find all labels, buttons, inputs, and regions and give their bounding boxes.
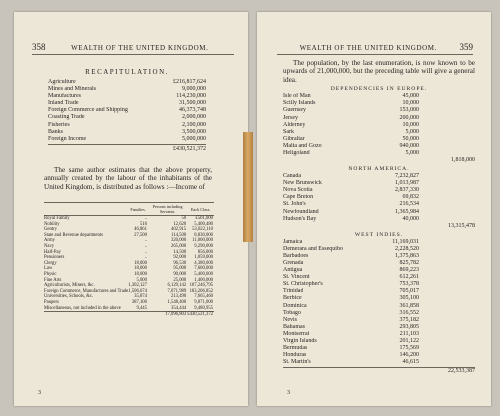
west-indies-row	[283, 331, 475, 338]
north-america-row	[283, 209, 475, 216]
recap-total-value: £430,521,372	[173, 145, 206, 152]
europe-row	[283, 115, 475, 122]
west-indies-row-value: 612,261	[399, 274, 419, 281]
europe-row	[283, 93, 475, 100]
left-page-number: 358	[32, 42, 46, 52]
income-table-block	[44, 202, 214, 318]
income-total-value	[128, 312, 148, 318]
west-indies-row-value: 705,017	[399, 288, 419, 295]
west-indies-row-value: 825,782	[399, 260, 419, 266]
income-row-value: 96,530	[173, 260, 187, 266]
income-row-value: 95,000	[173, 266, 187, 272]
income-row-value: 387,100	[131, 299, 147, 305]
europe-row-value: 45,000	[402, 93, 419, 100]
europe-subtotal	[283, 157, 475, 164]
recap-row	[48, 129, 206, 136]
europe-row-label: Gibraltar	[283, 135, 305, 142]
income-row-value: 5,400,480	[194, 221, 213, 227]
recap-row-label: Coasting Trade	[48, 114, 85, 121]
income-row-label: Navy	[44, 243, 55, 249]
west-indies-row-value: 361,858	[399, 302, 419, 309]
europe-row	[283, 122, 475, 129]
income-row-value: 92,000	[173, 255, 187, 261]
west-indies-row-label: St. Vincent	[283, 274, 310, 281]
binding-tab	[243, 132, 253, 242]
west-indies-row-label: Berbice	[283, 295, 302, 302]
west-indies-list	[283, 239, 475, 367]
income-row-value: 114,500	[171, 232, 187, 238]
north-america-list	[283, 173, 475, 223]
west-indies-row-value: 293,805	[399, 323, 419, 330]
west-indies-row-label: Barbadoes	[283, 252, 309, 259]
recap-row	[48, 122, 206, 129]
west-indies-row-label: St. Christopher's	[283, 281, 323, 288]
right-page	[257, 12, 491, 406]
income-row-value: 354,444	[170, 305, 187, 311]
west-indies-row	[283, 310, 475, 317]
west-indies-row-value: 211,103	[399, 330, 419, 337]
north-america-row	[283, 173, 475, 180]
income-table	[44, 202, 214, 318]
west-indies-row-value: 375,182	[399, 316, 419, 323]
income-row-value: 213,490	[170, 294, 187, 300]
west-indies-row	[283, 303, 475, 310]
recap-row-value: 114,230,000	[176, 93, 206, 100]
europe-row-label: Sark	[283, 128, 294, 135]
left-running-title: WEALTH OF THE UNITED KINGDOM.	[71, 44, 209, 52]
income-row-value: 25,000	[173, 277, 187, 283]
population-block	[283, 59, 475, 375]
recapitulation-title: RECAPITULATION.	[85, 68, 169, 76]
right-signature-mark: 3	[287, 390, 290, 396]
income-total-value	[44, 312, 128, 318]
income-table-header	[44, 203, 214, 216]
west-indies-row	[283, 317, 475, 324]
north-america-row	[283, 180, 475, 187]
north-america-row-value: 1,365,984	[395, 208, 419, 215]
north-america-row-value: 69,832	[402, 194, 419, 201]
west-indies-row-value: 869,223	[399, 267, 419, 274]
west-indies-row	[283, 338, 475, 345]
income-row-value: 9,480,955	[194, 305, 213, 311]
income-row-value: 265,000	[170, 243, 187, 249]
west-indies-row-value: 11,169,031	[392, 238, 419, 245]
europe-row-value: 5,000	[405, 128, 419, 135]
west-indies-row-value: 2,228,520	[395, 245, 419, 252]
north-america-row-label: St. John's	[283, 201, 306, 208]
income-row-value: ..	[144, 243, 147, 249]
income-row-label: State and Revenue departments	[44, 232, 103, 238]
west-indies-row-value: 201,122	[399, 338, 419, 345]
recap-row-label: Foreign Income	[48, 135, 87, 142]
recap-row-label: Mines and Minerals	[48, 86, 96, 93]
income-row-value: 7,071,989	[167, 288, 187, 294]
income-row-label: Pensioners	[44, 255, 65, 261]
north-america-row	[283, 187, 475, 194]
north-america-row-label: Canada	[283, 173, 301, 180]
west-indies-subtotal	[283, 367, 475, 375]
income-row-value: ..	[144, 238, 147, 244]
income-table-body	[44, 216, 214, 318]
income-row-value: 90,000	[173, 271, 187, 277]
west-indies-subtotal-value: 22,533,387	[448, 368, 475, 375]
income-row-label: Paupers	[44, 299, 59, 305]
income-total-value: 17,096,803	[148, 312, 187, 318]
west-indies-row-label: Antigua	[283, 267, 303, 274]
income-row-value: 107,246,795	[189, 283, 213, 289]
income-row-label: Nobility	[44, 221, 60, 227]
west-indies-row-label: Dominica	[283, 302, 307, 309]
income-total-value: £430,521,372	[187, 312, 213, 318]
north-america-row-value: 216,534	[399, 201, 419, 208]
left-page	[14, 12, 248, 406]
west-indies-row	[283, 253, 475, 260]
income-row-label: Gentry	[44, 227, 58, 233]
europe-row-label: Guernsey	[283, 107, 306, 114]
west-indies-row-value: 753,378	[399, 281, 419, 288]
west-indies-row	[283, 274, 475, 281]
west-indies-row-value: 305,100	[399, 295, 419, 302]
north-america-row	[283, 216, 475, 223]
income-header-cell: Each Class.	[187, 203, 214, 216]
recap-row	[48, 107, 206, 114]
west-indies-row	[283, 295, 475, 302]
west-indies-label: WEST INDIES.	[354, 231, 404, 238]
income-row-value: 11,000,000	[192, 238, 213, 244]
europe-row	[283, 107, 475, 114]
income-row-value: 4,380,000	[194, 260, 213, 266]
income-header-cell: Families.	[128, 203, 148, 216]
north-america-subtotal	[283, 223, 475, 230]
west-indies-row-label: Nevis	[283, 316, 297, 323]
europe-row-value: 940,000	[399, 142, 419, 149]
west-indies-row	[283, 359, 475, 366]
europe-row	[283, 143, 475, 150]
right-running-title: WEALTH OF THE UNITED KINGDOM.	[299, 44, 437, 52]
west-indies-row	[283, 260, 475, 267]
income-row-value: 516	[139, 221, 147, 227]
europe-row-label: Malta and Gozo	[283, 142, 322, 149]
right-running-head	[277, 42, 473, 52]
recap-row-label: Banks	[48, 128, 63, 135]
west-indies-row-label: Montserrat	[283, 330, 310, 337]
recap-row-value: 3,500,000	[182, 128, 206, 135]
income-row-label: Fine Arts	[44, 277, 62, 283]
recap-row-value: 2,000,000	[182, 114, 206, 121]
income-row-value: 5,400,000	[194, 271, 213, 277]
income-row-label: Physic	[44, 271, 57, 277]
income-row-label: Law	[44, 266, 53, 272]
income-row-value: 5,000	[136, 277, 147, 283]
income-row-label: Half-Pay	[44, 249, 61, 255]
income-row-label: Foreign Commerce, Manufactures and Trade	[44, 288, 129, 294]
recap-row-value: 31,500,000	[179, 100, 206, 107]
north-america-row	[283, 201, 475, 208]
recap-row	[48, 86, 206, 93]
west-indies-row-label: Jamaica	[283, 238, 303, 245]
left-signature-mark: 3	[38, 390, 41, 396]
west-indies-row	[283, 239, 475, 246]
north-america-row-label: Newfoundland	[283, 208, 319, 215]
income-row-value: 7,600,000	[194, 266, 213, 272]
income-row-value: 856,000	[197, 249, 213, 255]
recap-row-value: £216,817,624	[173, 79, 206, 85]
income-row-value: 35,874	[134, 294, 147, 300]
income-row-value: 50	[181, 216, 187, 221]
income-header-cell	[44, 203, 128, 216]
income-row-value: 320,000	[170, 238, 187, 244]
europe-row-value: 153,000	[399, 107, 419, 114]
west-indies-row-label: Trinidad	[283, 288, 304, 295]
north-america-row-value: 7,232,827	[395, 173, 419, 180]
europe-row-value: 200,000	[399, 114, 419, 121]
income-row-label: Agriculturists, Miners, &c.	[44, 283, 95, 289]
europe-row-label: Heligoland	[283, 149, 310, 156]
income-row-value: 46,861	[134, 227, 147, 233]
income-row-value: 14,500	[173, 249, 187, 255]
recap-row	[48, 79, 206, 86]
income-row-value: 183,206,852	[189, 288, 213, 294]
west-indies-row-label: Grenada	[283, 260, 304, 266]
income-paragraph: The same author estimates that the above property, annually created by the labour of the inhabitants of the United Kingdom, is distributed as follows :—Income of	[44, 166, 212, 191]
recap-row-label: Foreign Commerce and Shipping	[48, 107, 128, 114]
left-running-head	[32, 42, 234, 52]
north-america-label: NORTH AMERICA.	[348, 166, 410, 173]
income-row-value: ..	[144, 255, 147, 261]
north-america-row-value: 40,000	[402, 215, 419, 222]
income-row-value: 9,871,000	[194, 299, 213, 305]
west-indies-row-value: 146,200	[399, 352, 419, 359]
right-page-number: 359	[459, 42, 473, 52]
recap-row	[48, 136, 206, 143]
west-indies-row-value: 46,615	[402, 359, 419, 366]
europe-row	[283, 129, 475, 136]
europe-row-label: Isle of Man	[283, 93, 311, 100]
income-header-cell: Persons including Servants.	[148, 203, 187, 216]
income-row-value: ..	[144, 249, 147, 255]
income-row-value: 1,506,674	[128, 288, 147, 294]
income-row-value: 18,000	[134, 271, 147, 277]
west-indies-row	[283, 288, 475, 295]
income-row-label: Miscellaneous, not included in the above	[44, 305, 121, 311]
west-indies-row-label: Tobago	[283, 309, 301, 316]
recapitulation-block	[48, 68, 206, 152]
west-indies-row	[283, 352, 475, 359]
west-indies-row	[283, 246, 475, 253]
income-row-value: 1,400,000	[194, 277, 213, 283]
europe-subtotal-value: 1,818,000	[451, 157, 475, 164]
income-row-value: 9,445	[136, 305, 147, 311]
income-row-value: 12,620	[173, 221, 187, 227]
income-row-value: 1,302,127	[128, 283, 147, 289]
population-paragraph: The population, by the last enumeration, is now known to be upwards of 21,000,000, but the preceding table will give a general idea.	[283, 59, 475, 84]
west-indies-row-label: Demerara and Essequibo	[283, 245, 343, 252]
income-row-label: Universities, Schools, &c.	[44, 294, 94, 300]
recap-row	[48, 93, 206, 100]
income-row-value: ..	[144, 216, 147, 221]
recap-row-value: 9,000,000	[182, 86, 206, 93]
income-row-value: £501,000	[195, 216, 213, 221]
west-indies-row	[283, 324, 475, 331]
west-indies-row-label: St. Martin's	[283, 359, 311, 366]
recap-row-label: Fisheries	[48, 121, 70, 128]
europe-row	[283, 136, 475, 143]
recap-list	[48, 79, 206, 143]
west-indies-row-value: 316,552	[399, 309, 419, 316]
north-america-row-label: Nova Scotia	[283, 187, 313, 194]
income-row-value: 7,665,460	[194, 294, 213, 300]
income-row-value: 402,915	[170, 227, 187, 233]
europe-list	[283, 93, 475, 157]
income-row-value: 18,000	[134, 266, 147, 272]
income-row-value: 8,830,000	[194, 232, 213, 238]
income-row-label: Clergy	[44, 260, 57, 266]
west-indies-row-label: Honduras	[283, 352, 307, 359]
recap-total	[48, 144, 206, 152]
income-totals-row	[44, 312, 214, 318]
recap-row-label: Inland Trade	[48, 100, 79, 107]
recap-row-label: Manufactures	[48, 93, 81, 100]
recap-row-value: 5,000,000	[182, 135, 206, 142]
west-indies-row-label: Virgin Islands	[283, 338, 317, 345]
west-indies-row-label: Bahamas	[283, 323, 305, 330]
north-america-row-label: Hudson's Bay	[283, 215, 317, 222]
income-row-value: 1,059,000	[194, 255, 213, 261]
recap-row	[48, 100, 206, 107]
income-row-label: Royal Family	[44, 216, 70, 221]
europe-row	[283, 150, 475, 157]
north-america-row	[283, 194, 475, 201]
recap-row-value: 46,373,748	[179, 107, 206, 114]
west-indies-row-value: 175,569	[399, 345, 419, 352]
europe-row-value: 50,000	[402, 135, 419, 142]
income-row-label: Army	[44, 238, 55, 244]
europe-row-label: Alderney	[283, 121, 306, 128]
europe-row-label: Scilly Islands	[283, 100, 316, 107]
europe-row	[283, 100, 475, 107]
income-paragraph-block	[44, 166, 212, 191]
north-america-row-value: 2,837,330	[395, 187, 419, 194]
europe-row-value: 10,000	[402, 100, 419, 107]
income-row-value: 18,000	[134, 260, 147, 266]
europe-label: DEPENDENCIES IN EUROPE.	[330, 86, 428, 93]
north-america-row-value: 1,013,987	[395, 180, 419, 187]
left-head-rule	[32, 54, 234, 55]
west-indies-row	[283, 345, 475, 352]
west-indies-row	[283, 267, 475, 274]
europe-row-value: 10,000	[402, 121, 419, 128]
income-row-value: 1,548,400	[167, 299, 187, 305]
recap-row	[48, 114, 206, 121]
right-head-rule	[277, 54, 473, 55]
income-row-value: 27,500	[134, 232, 147, 238]
recap-row-label: Agriculture	[48, 79, 76, 85]
income-row-value: 9,290,000	[194, 243, 213, 249]
europe-row-value: 5,000	[405, 149, 419, 156]
income-row-value: 6,129,142	[167, 283, 187, 289]
north-america-row-label: New Brunswick	[283, 180, 322, 187]
west-indies-row	[283, 281, 475, 288]
west-indies-row-value: 1,375,863	[395, 252, 419, 259]
west-indies-row-label: Bermudas	[283, 345, 308, 352]
north-america-subtotal-value: 13,315,478	[448, 222, 475, 229]
recap-row-value: 2,100,000	[182, 121, 206, 128]
europe-row-label: Jersey	[283, 114, 298, 121]
north-america-row-label: Cape Breton	[283, 194, 314, 201]
income-row-value: 53,022,110	[192, 227, 213, 233]
